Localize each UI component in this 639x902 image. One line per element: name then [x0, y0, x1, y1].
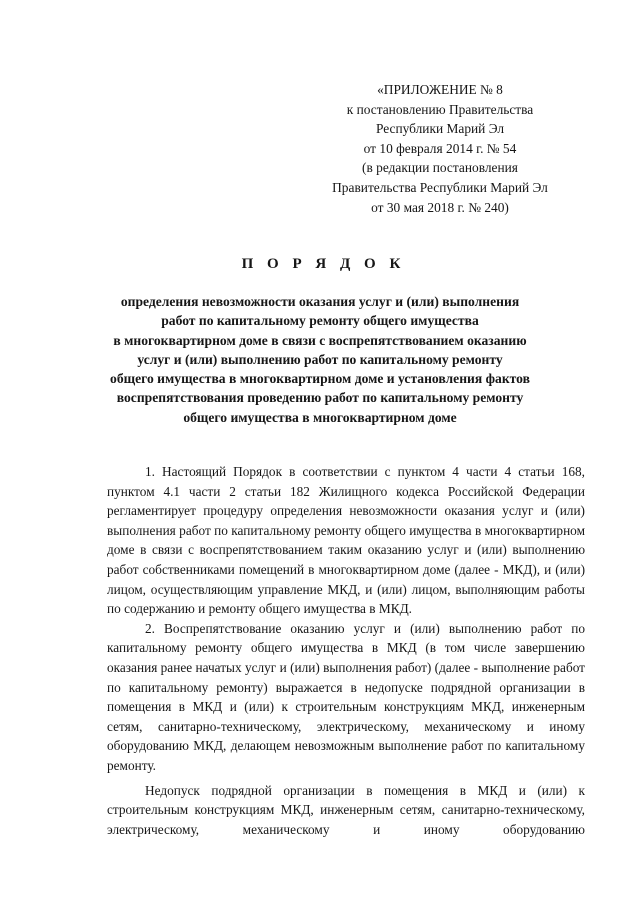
- appendix-line: Республики Марий Эл: [375, 121, 505, 137]
- document-body: [107, 462, 585, 839]
- appendix-line: Правительства Республики Марий Эл: [332, 179, 548, 195]
- appendix-line: от 30 мая 2018 г. № 240): [371, 199, 509, 215]
- subtitle-line: услуг и (или) выполнению работ по капитальному ремонту: [137, 351, 503, 367]
- document-title: П О Р Я Д О К: [241, 256, 406, 272]
- appendix-line: от 10 февраля 2014 г. № 54: [363, 140, 517, 156]
- subtitle-line: в многоквартирном доме в связи с воспрепятствованием оказанию: [113, 332, 527, 348]
- subtitle-line: воспрепятствования проведению работ по капитальному ремонту: [116, 390, 524, 406]
- appendix-line: (в редакции постановления: [362, 160, 518, 176]
- body-paragraph-2: 2. Воспрепятствование оказанию услуг и (или) выполнению работ по капитальному ремонту общего имущества в МКД (в том числе завершению оказания ранее начатых услуг и (или) выполнения работ) (далее - выполнение работ по капитальному ремонту) выражается в недопуске подрядной организации в помещения в МКД и (или) к строительным конструкциям МКД, инженерным сетям, санитарно-техническому, электрическому, механическому и иному оборудованию МКД, делающем невозможным выполнение работ по капитальному ремонту.: [107, 620, 585, 773]
- body-paragraph-1: 1. Настоящий Порядок в соответствии с пунктом 4 части 4 статьи 168, пунктом 4.1 части 2 статьи 182 Жилищного кодекса Российской Федерации регламентирует процедуру определения невозможности оказания услуг и (или) выполнения работ по капитальному ремонту общего имущества в многоквартирном доме в связи с воспрепятствованием таким оказанию услуг и (или) выполнению работ собственниками помещений в многоквартирном доме (далее - МКД), и (или) лицом, осуществляющим управление МКД, и (или) лицом, выполняющим работы по содержанию и ремонту общего имущества в МКД.: [107, 464, 585, 617]
- subtitle-line: общего имущества в многоквартирном доме: [183, 409, 457, 425]
- appendix-line: к постановлению Правительства: [346, 101, 534, 117]
- subtitle-line: определения невозможности оказания услуг и (или) выполнения: [120, 294, 520, 309]
- appendix-header: [320, 80, 560, 217]
- document-subtitle: [80, 292, 560, 427]
- subtitle-line: общего имущества в многоквартирном доме и установления фактов: [110, 371, 530, 387]
- subtitle-line: работ по капитальному ремонту общего имущества: [161, 313, 479, 329]
- appendix-line: «ПРИЛОЖЕНИЕ № 8: [377, 82, 503, 97]
- body-paragraph-3: Недопуск подрядной организации в помещения в МКД и (или) к строительным конструкциям МКД, инженерным сетям, санитарно-техническому, электрическому, механическому и иному оборудованию: [107, 782, 585, 837]
